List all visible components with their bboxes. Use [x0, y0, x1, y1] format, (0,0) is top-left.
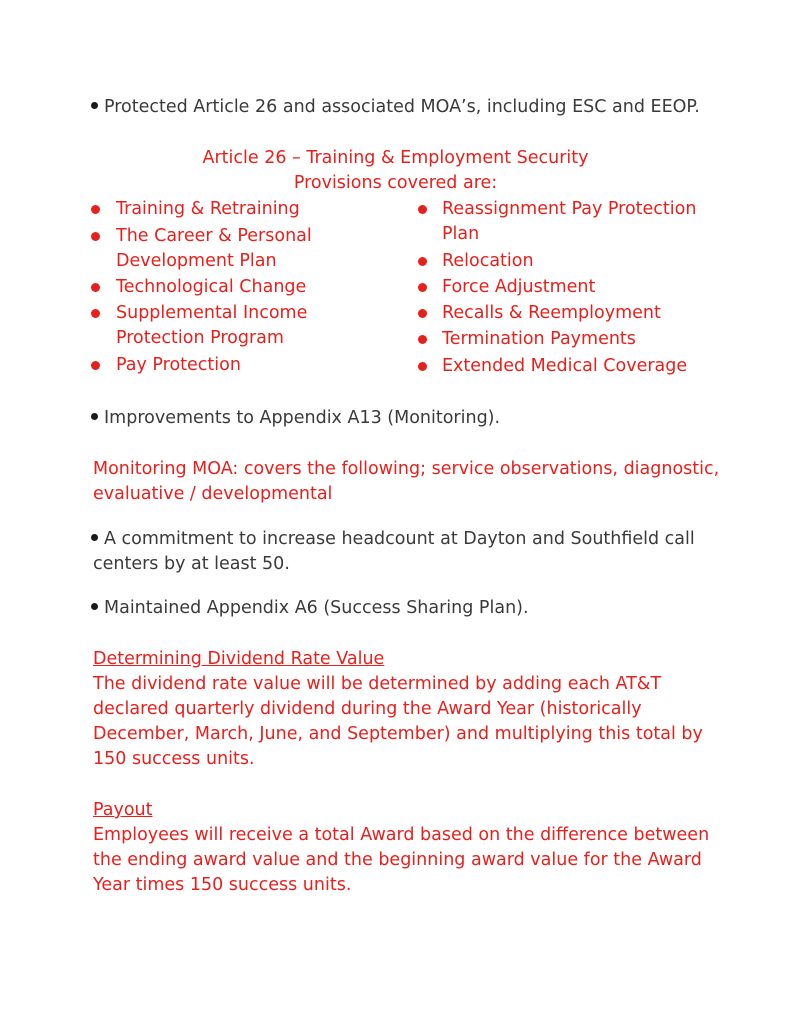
bullet-icon: [91, 283, 100, 292]
list-item-continuation: Plan: [442, 224, 480, 244]
bullet-icon: [91, 603, 98, 610]
bullet-icon: [418, 283, 427, 292]
list-item: Termination Payments: [442, 329, 636, 349]
bullet-icon: [418, 205, 427, 214]
bullet-icon: [418, 335, 427, 344]
bullet-text: Improvements to Appendix A13 (Monitoring).: [104, 408, 501, 428]
bullet-icon: [418, 362, 427, 371]
list-item-continuation: Protection Program: [116, 328, 284, 348]
bullet-icon: [91, 309, 100, 318]
payout-text: Year times 150 success units.: [93, 875, 352, 895]
bullet-text: Protected Article 26 and associated MOA’s, including ESC and EEOP.: [104, 97, 700, 117]
list-item: Relocation: [442, 251, 534, 271]
monitoring-moa-text: Monitoring MOA: covers the following; service observations, diagnostic,: [93, 459, 720, 479]
bullet-icon: [91, 102, 98, 109]
payout-text: Employees will receive a total Award based on the difference between: [93, 825, 710, 845]
bullet-item-headcount: [91, 527, 695, 552]
list-item: Pay Protection: [116, 355, 241, 375]
bullet-text: A commitment to increase headcount at Dayton and Southfield call: [104, 529, 695, 549]
list-item-continuation: Development Plan: [116, 251, 277, 271]
bullet-icon: [91, 413, 98, 420]
dividend-text: December, March, June, and September) and multiplying this total by: [93, 724, 703, 744]
bullet-icon: [418, 309, 427, 318]
bullet-item-appendix-a6: [91, 596, 529, 621]
article-heading: Article 26 – Training & Employment Security: [202, 148, 589, 168]
list-item: Recalls & Reemployment: [442, 303, 661, 323]
dividend-heading: Determining Dividend Rate Value: [93, 649, 385, 669]
bullet-icon: [91, 205, 100, 214]
bullet-item-appendix-a13: [91, 406, 500, 431]
monitoring-moa-text: evaluative / developmental: [93, 484, 333, 504]
bullet-icon: [91, 361, 100, 370]
dividend-text: declared quarterly dividend during the Award Year (historically: [93, 699, 642, 719]
bullet-text: Maintained Appendix A6 (Success Sharing Plan).: [104, 598, 529, 618]
list-item: Technological Change: [116, 277, 307, 297]
bullet-text-continuation: centers by at least 50.: [93, 554, 290, 574]
bullet-item-article-26: [91, 95, 700, 120]
list-item: The Career & Personal: [116, 226, 312, 246]
list-item: Extended Medical Coverage: [442, 356, 688, 376]
list-item: Supplemental Income: [116, 303, 308, 323]
dividend-text: The dividend rate value will be determined by adding each AT&T: [93, 674, 662, 694]
bullet-icon: [91, 232, 100, 241]
dividend-text: 150 success units.: [93, 749, 255, 769]
list-item: Training & Retraining: [116, 199, 300, 219]
provisions-heading: Provisions covered are:: [293, 173, 498, 193]
list-item: Force Adjustment: [442, 277, 596, 297]
bullet-icon: [418, 257, 427, 266]
list-item: Reassignment Pay Protection: [442, 199, 697, 219]
payout-heading: Payout: [93, 800, 153, 820]
payout-text: the ending award value and the beginning award value for the Award: [93, 850, 702, 870]
bullet-icon: [91, 534, 98, 541]
